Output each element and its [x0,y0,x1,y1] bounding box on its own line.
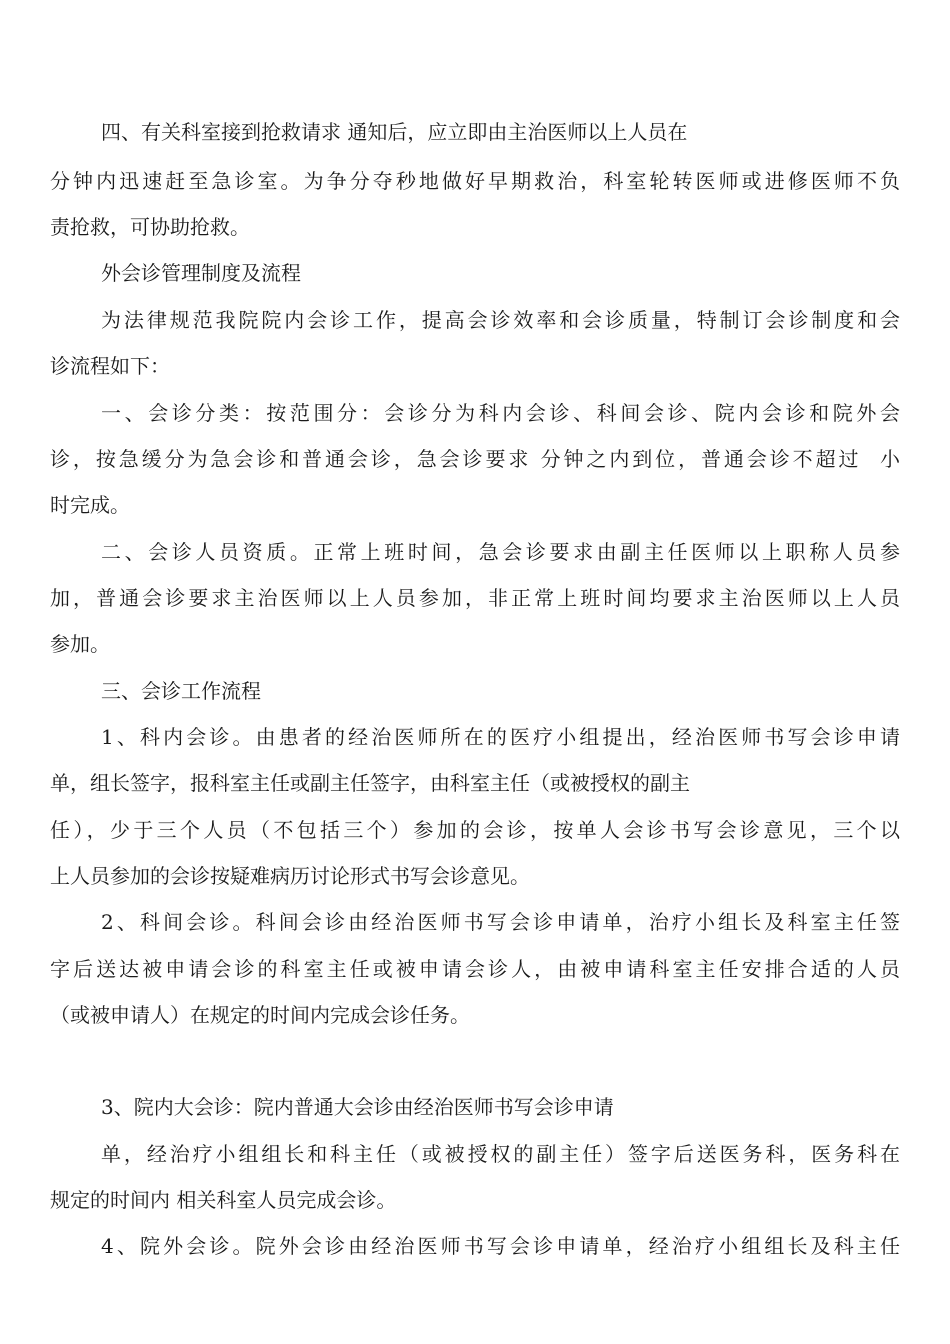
paragraph-line: 为法律规范我院院内会诊工作，提高会诊效率和会诊质量，特制订会诊制度和会 [101,308,900,332]
paragraph-line: 4、院外会诊。院外会诊由经治医师书写会诊申请单，经治疗小组组长及科主任 [101,1234,900,1258]
paragraph-line: 加，普通会诊要求主治医师以上人员参加，非正常上班时间均要求主治医师以上人员 [50,586,900,610]
paragraph-line: 规定的时间内 相关科室人员完成会诊。 [50,1188,397,1212]
paragraph-line: 字后送达被申请会诊的科室主任或被申请会诊人，由被申请科室主任安排合适的人员 [50,957,900,981]
paragraph-line: 单，组长签字，报科室主任或副主任签字，由科室主任（或被授权的副主 [50,771,690,795]
section-heading: 三、会诊工作流程 [101,679,261,703]
paragraph-line: 3、院内大会诊：院内普通大会诊由经治医师书写会诊申请 [101,1095,614,1119]
paragraph-line: 分钟内迅速赶至急诊室。为争分夺秒地做好早期救治，科室轮转医师或进修医师不负 [50,169,900,193]
paragraph-line: 参加。 [50,632,110,656]
paragraph-line: 单，经治疗小组组长和科主任（或被授权的副主任）签字后送医务科，医务科在 [101,1142,900,1166]
section-title: 外会诊管理制度及流程 [101,261,301,285]
paragraph-line: 责抢救，可协助抢救。 [50,215,250,239]
paragraph-line: 上人员参加的会诊按疑难病历讨论形式书写会诊意见。 [50,864,530,888]
paragraph-line: （或被申请人）在规定的时间内完成会诊任务。 [50,1003,470,1027]
paragraph-line: 诊，按急缓分为急会诊和普通会诊，急会诊要求 分钟之内到位，普通会诊不超过 小 [50,447,900,471]
paragraph-line: 任），少于三个人员（不包括三个）参加的会诊，按单人会诊书写会诊意见，三个以 [50,818,900,842]
paragraph-line: 二、会诊人员资质。正常上班时间，急会诊要求由副主任医师以上职称人员参 [101,540,900,564]
paragraph-line: 1、科内会诊。由患者的经治医师所在的医疗小组提出，经治医师书写会诊申请 [101,725,900,749]
paragraph-line: 四、有关科室接到抢救请求 通知后，应立即由主治医师以上人员在 [101,120,688,144]
paragraph-line: 诊流程如下： [50,354,170,378]
paragraph-line: 2、科间会诊。科间会诊由经治医师书写会诊申请单，治疗小组长及科室主任签 [101,910,900,934]
paragraph-line: 时完成。 [50,493,130,517]
paragraph-line: 一、会诊分类：按范围分：会诊分为科内会诊、科间会诊、院内会诊和院外会 [101,401,900,425]
